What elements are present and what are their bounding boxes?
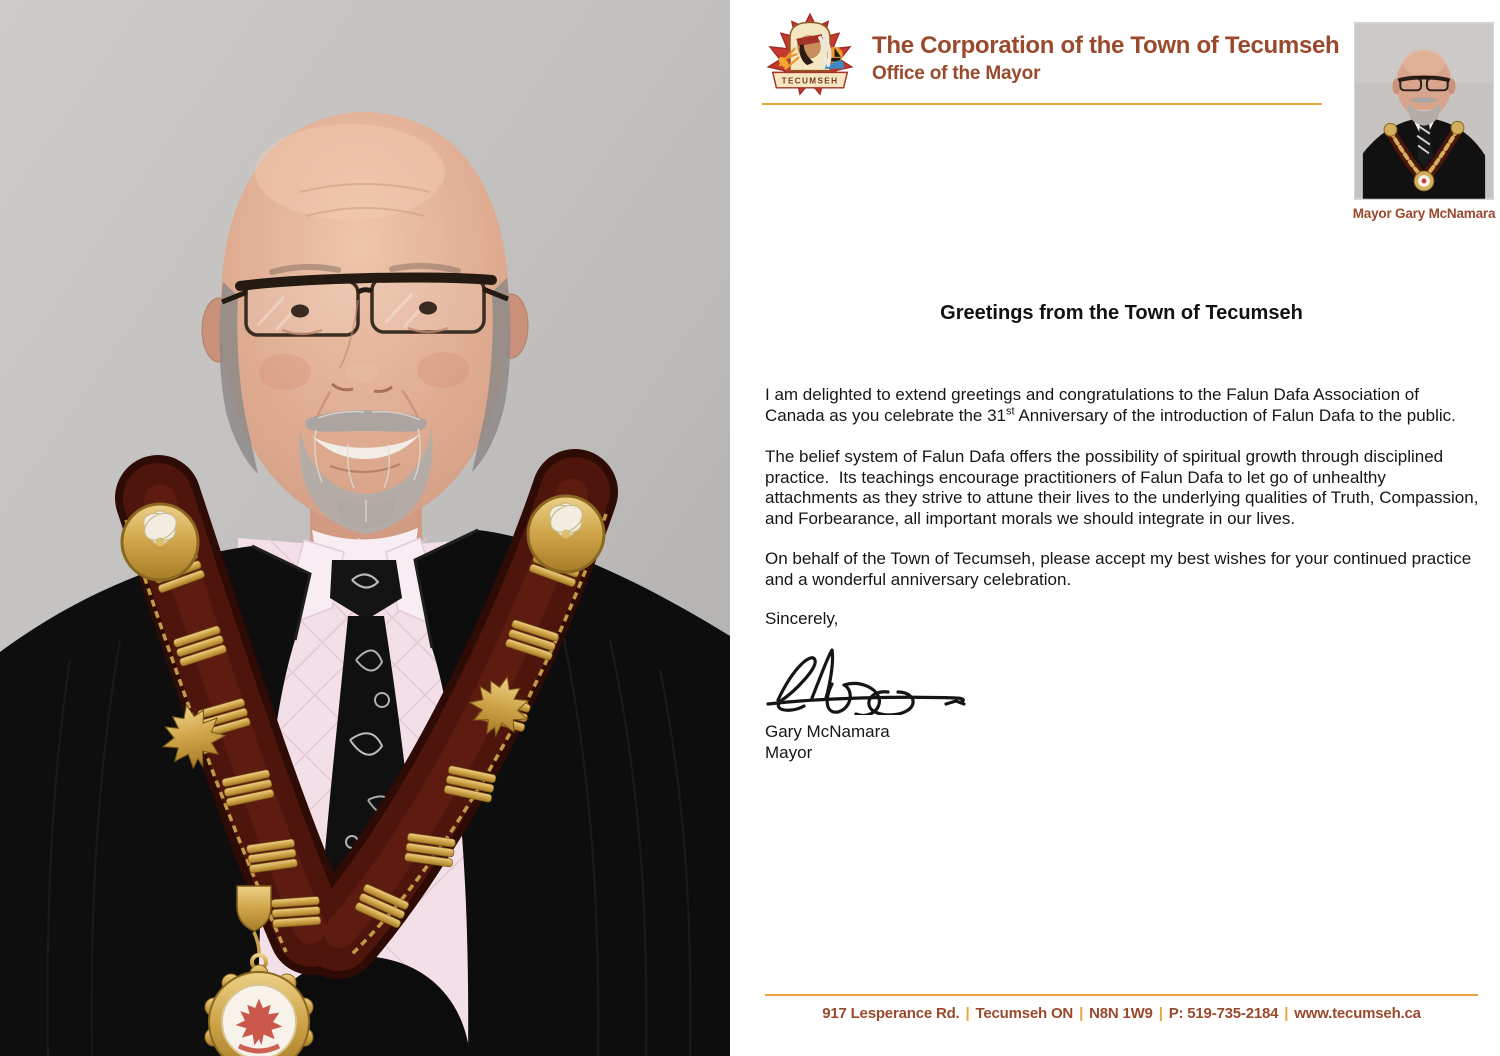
footer-website: www.tecumseh.ca xyxy=(1294,1005,1421,1022)
ordinal-superscript: st xyxy=(1006,404,1015,417)
mayor-headshot-photo xyxy=(1354,22,1494,200)
paragraph-2: The belief system of Falun Dafa offers the possibility of spiritual growth through disciplined practice. Its teachings encourage practitioners of Falun Dafa to let go of unhealthy attachments as they strive to attune their lives to the underlying qualities of Truth, Compassion, and Forbearance, all important morals we should integrate in our lives. xyxy=(765,447,1484,528)
letterhead xyxy=(760,10,1339,102)
org-name: The Corporation of the Town of Tecumseh xyxy=(872,32,1340,59)
letter-panel xyxy=(730,0,1500,1056)
footer-contact-line xyxy=(765,1005,1478,1022)
footer-separator: | xyxy=(1284,1005,1289,1022)
signature-block xyxy=(765,722,890,763)
letter-footer xyxy=(765,994,1478,1022)
town-of-tecumseh-logo-icon xyxy=(760,10,860,102)
mayor-headshot-block xyxy=(1351,22,1497,221)
signature xyxy=(760,640,975,715)
paragraph-1-text-cont: Anniversary of the introduction of Falun Dafa to the public. xyxy=(1014,405,1456,425)
footer-address: 917 Lesperance Rd. xyxy=(822,1005,960,1022)
footer-postal-code: N8N 1W9 xyxy=(1089,1005,1153,1022)
footer-separator: | xyxy=(1158,1005,1163,1022)
paragraph-1 xyxy=(765,385,1480,426)
footer-phone: P: 519-735-2184 xyxy=(1168,1005,1279,1022)
logo-banner-text: TECUMSEH xyxy=(781,76,839,86)
footer-city: Tecumseh ON xyxy=(975,1005,1074,1022)
signer-name: Gary McNamara xyxy=(765,722,890,741)
footer-separator: | xyxy=(965,1005,970,1022)
letter-title: Greetings from the Town of Tecumseh xyxy=(940,302,1303,324)
photo-caption: Mayor Gary McNamara xyxy=(1352,206,1496,221)
footer-separator: | xyxy=(1079,1005,1084,1022)
signer-title: Mayor xyxy=(765,742,813,762)
paragraph-3: On behalf of the Town of Tecumseh, please accept my best wishes for your continued practice and a wonderful anniversary celebration. xyxy=(765,549,1476,589)
mayor-portrait-photo xyxy=(0,0,730,1056)
closing-salutation: Sincerely, xyxy=(765,609,839,628)
header-divider xyxy=(762,103,1322,105)
office-subtitle: Office of the Mayor xyxy=(872,63,1041,84)
paragraph-1-text: I am delighted to extend greetings and congratulations to the Falun Dafa Association of Canada as you celebrate the 31 xyxy=(765,385,1424,425)
